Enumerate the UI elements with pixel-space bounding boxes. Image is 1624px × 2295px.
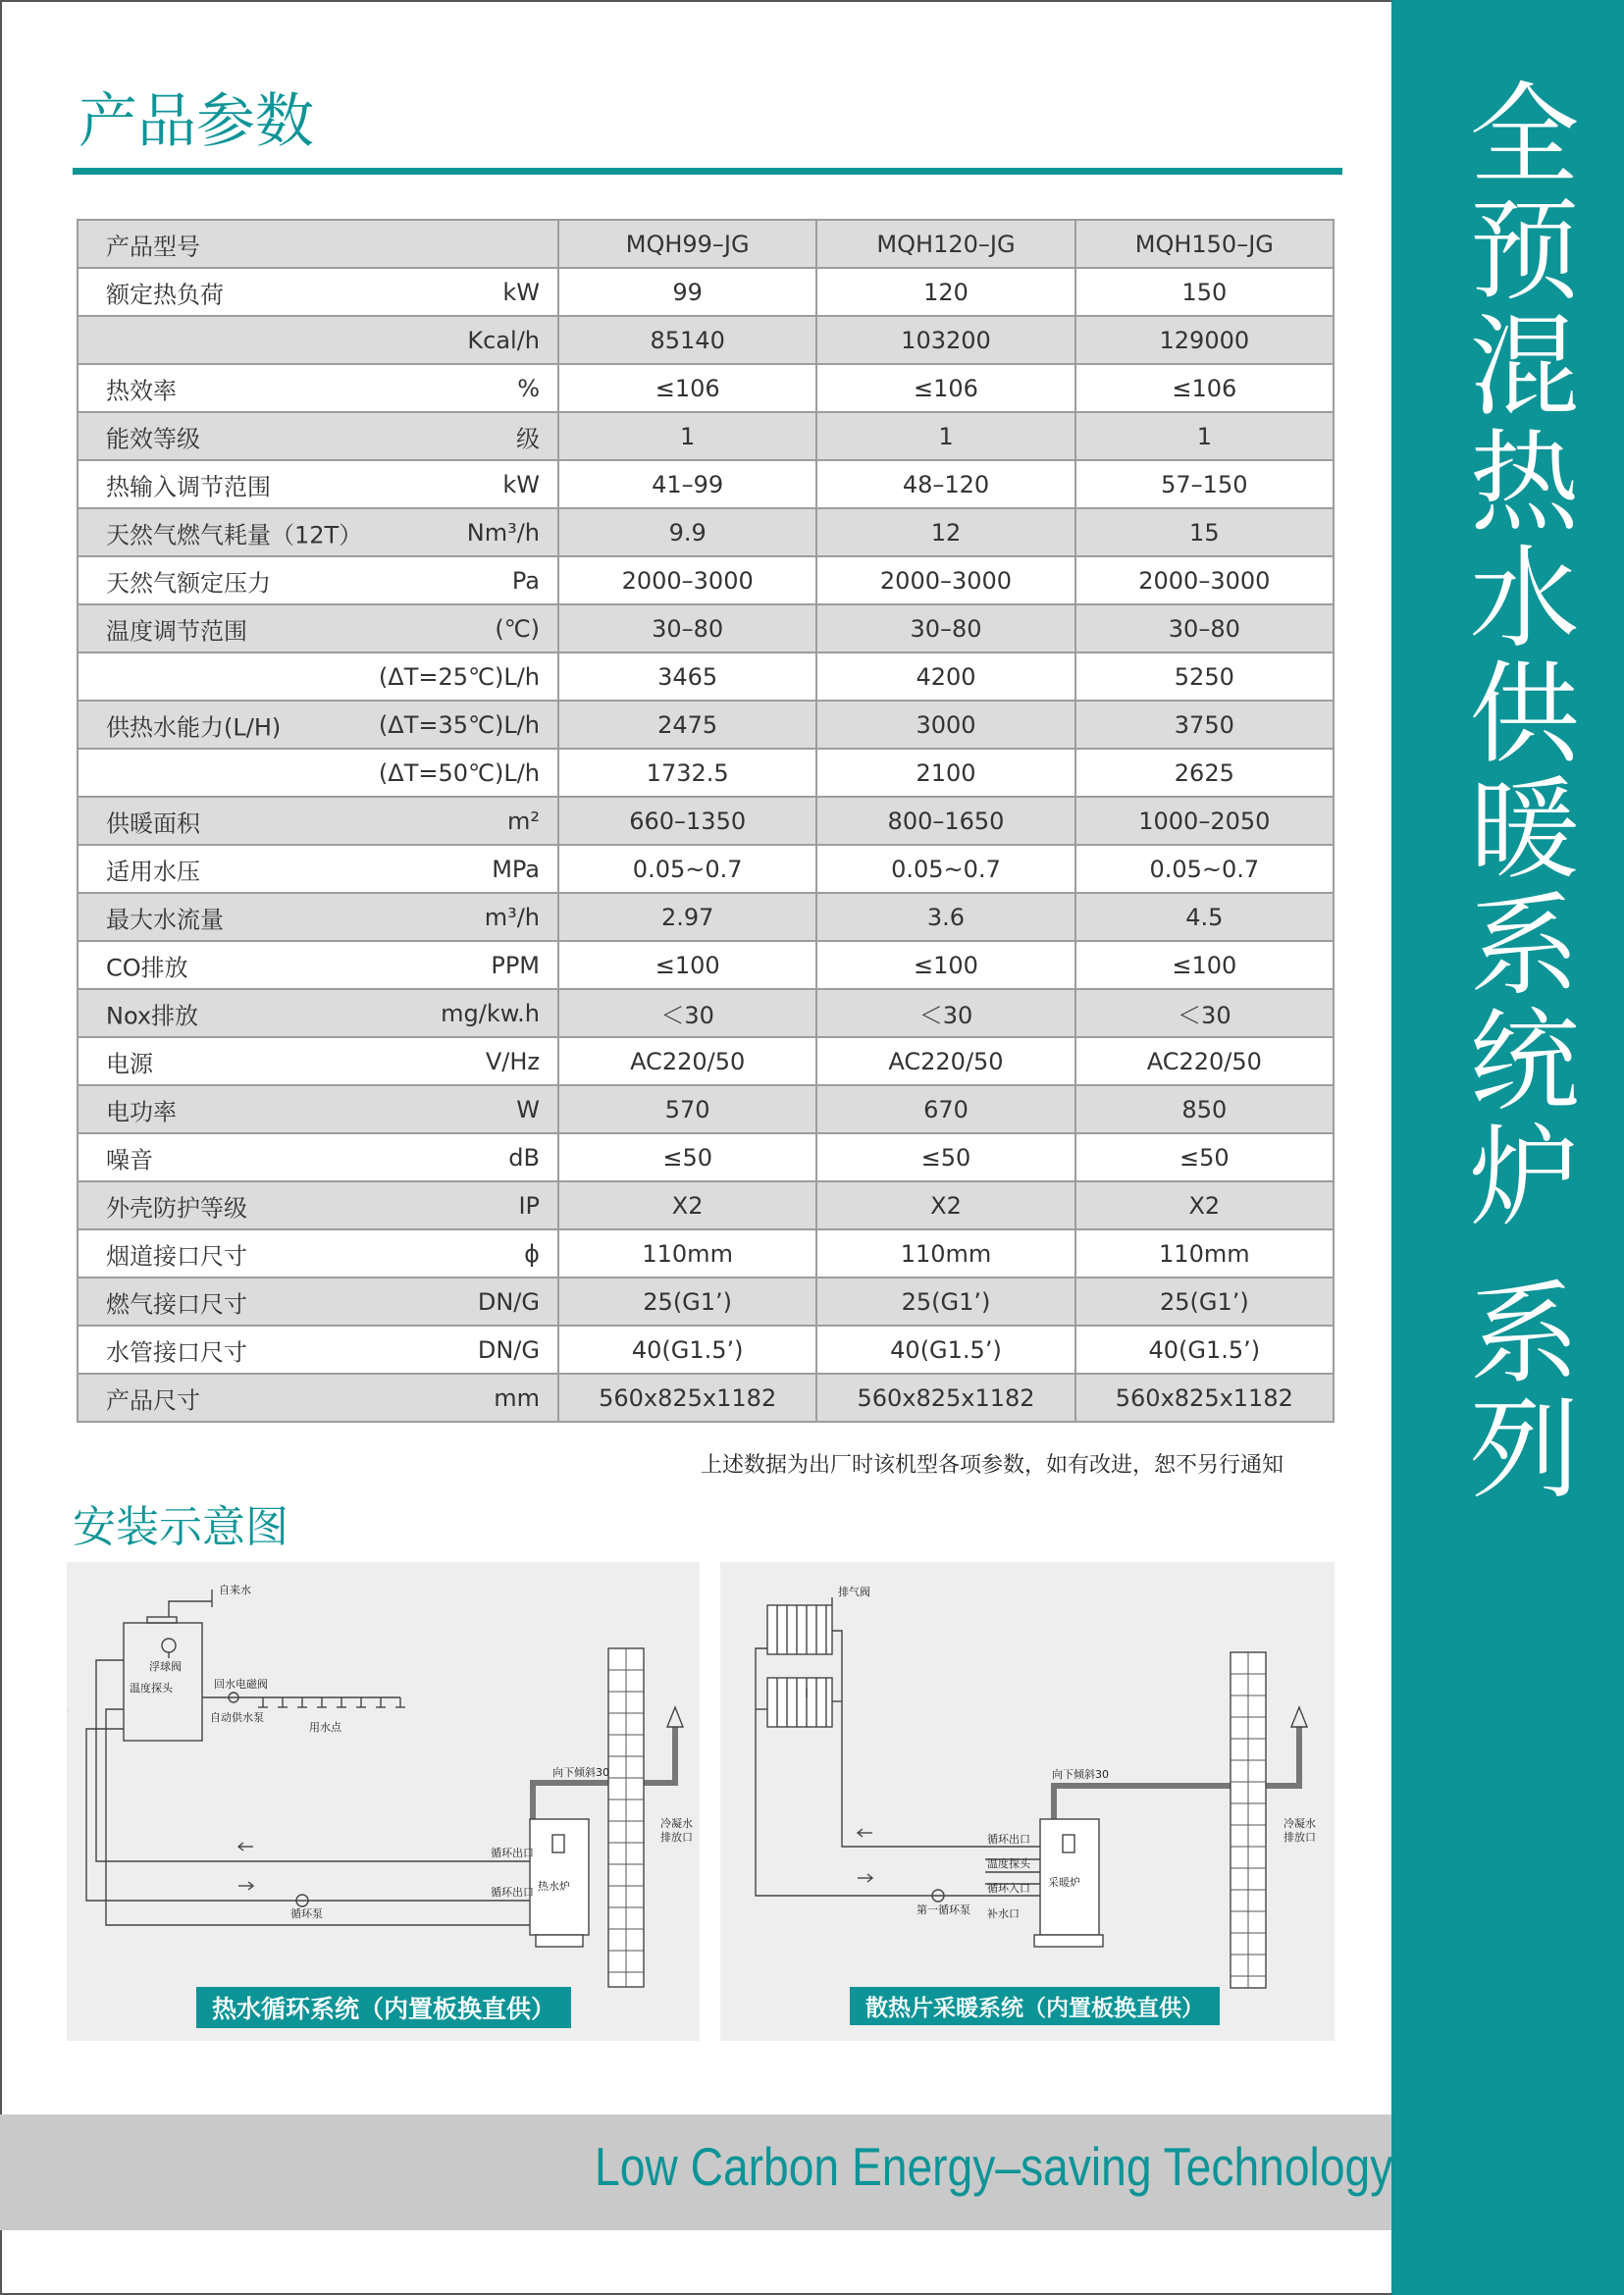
value-cell: 1000–2050: [1075, 797, 1334, 845]
param-cell: [78, 893, 558, 941]
param-cell: [78, 1133, 558, 1181]
param-cell: [78, 556, 558, 604]
value-cell: ＜30: [816, 989, 1074, 1037]
param-label: 燃气接口尺寸: [106, 1290, 247, 1318]
label-auto-pump: 自动供水泵: [210, 1711, 264, 1724]
model-cell: MQH99–JG: [558, 220, 816, 268]
param-cell: [78, 701, 558, 749]
param-unit: DN/G: [477, 1287, 540, 1316]
value-cell: AC220/50: [1075, 1037, 1334, 1085]
value-cell: 1: [558, 412, 816, 460]
value-cell: 2000–3000: [1075, 556, 1334, 604]
value-cell: 1732.5: [558, 749, 816, 797]
param-label: 天然气额定压力: [106, 569, 271, 597]
param-unit: %: [517, 374, 540, 402]
label-condensate: 冷凝水: [660, 1817, 693, 1830]
param-label: 烟道接口尺寸: [106, 1242, 247, 1270]
value-cell: ≤106: [558, 364, 816, 412]
value-cell: ≤100: [1075, 941, 1334, 989]
label-vent-valve: 排气阀: [838, 1586, 870, 1598]
param-cell: [78, 1181, 558, 1229]
value-cell: ≤50: [1075, 1133, 1334, 1181]
value-cell: 560x825x1182: [558, 1374, 816, 1422]
table-row: [78, 1229, 1334, 1278]
value-cell: 560x825x1182: [816, 1374, 1074, 1422]
label-boiler: 采暖炉: [1048, 1876, 1080, 1889]
footer-text: Low Carbon Energy–saving Technology Explorer: [595, 2136, 1575, 2197]
table-row: [78, 749, 1334, 797]
value-cell: 9.9: [558, 508, 816, 556]
table-row: [78, 556, 1334, 604]
value-cell: 4.5: [1075, 893, 1334, 941]
value-cell: 150: [1075, 268, 1334, 316]
header-label: 产品型号: [106, 233, 200, 260]
param-unit: Pa: [511, 566, 540, 595]
param-unit: (ΔT=25℃)L/h: [378, 662, 540, 691]
hot-water-caption: 热水循环系统（内置板换直供）: [196, 1987, 571, 2028]
param-label: 水管接口尺寸: [106, 1338, 247, 1366]
param-label: 电源: [106, 1050, 153, 1077]
value-cell: X2: [1075, 1181, 1334, 1229]
value-cell: 850: [1075, 1085, 1334, 1133]
param-label: 产品尺寸: [106, 1386, 200, 1414]
value-cell: ≤100: [558, 941, 816, 989]
param-label: 噪音: [106, 1146, 153, 1174]
spec-table: [77, 219, 1335, 1423]
label-tap-water: 自来水: [219, 1584, 251, 1596]
param-label: 供热水能力(L/H): [106, 713, 282, 741]
value-cell: 2000–3000: [558, 556, 816, 604]
value-cell: 30–80: [816, 604, 1074, 652]
label-slope: 向下倾斜30: [1052, 1768, 1109, 1781]
value-cell: 560x825x1182: [1075, 1374, 1334, 1422]
param-cell: [78, 1037, 558, 1085]
label-loop-out: 循环出口: [987, 1833, 1030, 1846]
param-unit: dB: [508, 1143, 540, 1172]
value-cell: 25(G1’): [558, 1278, 816, 1326]
param-cell: [78, 989, 558, 1037]
value-cell: 129000: [1075, 316, 1334, 364]
param-cell: [78, 1085, 558, 1133]
label-loop-out: 循环出口: [491, 1847, 534, 1859]
param-unit: IP: [518, 1191, 540, 1220]
value-cell: 110mm: [1075, 1229, 1334, 1278]
value-cell: X2: [816, 1181, 1074, 1229]
disclaimer-note: 上述数据为出厂时该机型各项参数，如有改进，恕不另行通知: [701, 1453, 1284, 1478]
label-loop-in: 循环入口: [987, 1882, 1030, 1895]
param-unit: V/Hz: [485, 1047, 540, 1075]
param-cell: [78, 941, 558, 989]
spec-table-body: [78, 220, 1334, 1422]
value-cell: 40(G1.5’): [1075, 1326, 1334, 1374]
param-label: CO排放: [106, 954, 188, 981]
param-unit: kW: [502, 278, 540, 306]
label-float-valve: 浮球阀: [149, 1660, 182, 1673]
param-label: 热输入调节范围: [106, 473, 271, 500]
param-label: 热效率: [106, 377, 177, 404]
value-cell: 2.97: [558, 893, 816, 941]
param-cell: [78, 652, 558, 701]
param-unit: Kcal/h: [467, 326, 540, 354]
model-cell: MQH150–JG: [1075, 220, 1334, 268]
value-cell: 3.6: [816, 893, 1074, 941]
label-fill: 补水口: [987, 1907, 1020, 1920]
param-unit: m²: [507, 807, 540, 835]
param-label: Nox排放: [106, 1002, 199, 1029]
value-cell: 110mm: [558, 1229, 816, 1278]
table-row: [78, 364, 1334, 412]
table-row: [78, 1374, 1334, 1422]
hot-water-diagram: [67, 1562, 700, 2041]
value-cell: 99: [558, 268, 816, 316]
param-unit: (℃): [495, 614, 540, 643]
param-cell: [78, 1229, 558, 1278]
table-row: [78, 604, 1334, 652]
radiator-diagram: [720, 1562, 1335, 2041]
param-unit: mm: [494, 1383, 540, 1412]
param-unit: DN/G: [477, 1335, 540, 1364]
value-cell: 103200: [816, 316, 1074, 364]
param-cell: [78, 1278, 558, 1326]
value-cell: 0.05~0.7: [1075, 845, 1334, 893]
value-cell: 25(G1’): [816, 1278, 1074, 1326]
model-cell: MQH120–JG: [816, 220, 1074, 268]
value-cell: 0.05~0.7: [558, 845, 816, 893]
table-row: [78, 316, 1334, 364]
param-cell: [78, 316, 558, 364]
value-cell: 1: [816, 412, 1074, 460]
param-unit: W: [516, 1095, 540, 1123]
value-cell: ≤50: [816, 1133, 1074, 1181]
param-cell: [78, 1326, 558, 1374]
table-row: [78, 1278, 1334, 1326]
value-cell: ≤50: [558, 1133, 816, 1181]
param-unit: PPM: [491, 951, 540, 979]
value-cell: 57–150: [1075, 460, 1334, 508]
table-row: [78, 1085, 1334, 1133]
label-temp-probe: 温度探头: [130, 1682, 173, 1695]
param-label: 最大水流量: [106, 906, 224, 933]
label-drain: 排放口: [1283, 1831, 1316, 1844]
param-unit: m³/h: [484, 903, 540, 931]
table-row: [78, 412, 1334, 460]
value-cell: 660–1350: [558, 797, 816, 845]
value-cell: 3750: [1075, 701, 1334, 749]
label-condensate: 冷凝水: [1283, 1817, 1316, 1830]
value-cell: ＜30: [558, 989, 816, 1037]
value-cell: 40(G1.5’): [816, 1326, 1074, 1374]
value-cell: ＜30: [1075, 989, 1334, 1037]
label-pump: 循环泵: [290, 1907, 323, 1920]
param-cell: [78, 364, 558, 412]
label-pump: 第一循环泵: [917, 1904, 970, 1916]
value-cell: 2100: [816, 749, 1074, 797]
value-cell: AC220/50: [558, 1037, 816, 1085]
table-row: [78, 652, 1334, 701]
param-unit: Nm³/h: [466, 518, 540, 547]
value-cell: 120: [816, 268, 1074, 316]
value-cell: 41–99: [558, 460, 816, 508]
value-cell: AC220/50: [816, 1037, 1074, 1085]
value-cell: 110mm: [816, 1229, 1074, 1278]
value-cell: 30–80: [1075, 604, 1334, 652]
param-unit: (ΔT=35℃)L/h: [378, 710, 540, 739]
value-cell: 3000: [816, 701, 1074, 749]
value-cell: 670: [816, 1085, 1074, 1133]
table-row: [78, 989, 1334, 1037]
value-cell: 2475: [558, 701, 816, 749]
table-row: [78, 1037, 1334, 1085]
param-cell: [78, 845, 558, 893]
value-cell: 5250: [1075, 652, 1334, 701]
table-row: [78, 1133, 1334, 1181]
side-title: 全预混热水供暖系统炉 系列: [1451, 77, 1579, 1507]
label-loop-out-2: 循环出口: [491, 1886, 534, 1899]
table-row: [78, 1181, 1334, 1229]
value-cell: 2000–3000: [816, 556, 1074, 604]
value-cell: 85140: [558, 316, 816, 364]
param-unit: kW: [502, 470, 540, 498]
param-cell: [78, 797, 558, 845]
label-drain: 排放口: [660, 1831, 693, 1844]
value-cell: 12: [816, 508, 1074, 556]
value-cell: ≤106: [816, 364, 1074, 412]
param-cell: [78, 268, 558, 316]
param-label: 电功率: [106, 1098, 177, 1125]
install-title: 安装示意图: [73, 1502, 288, 1552]
value-cell: 800–1650: [816, 797, 1074, 845]
label-use-point: 用水点: [309, 1721, 341, 1734]
param-cell: [78, 412, 558, 460]
value-cell: 15: [1075, 508, 1334, 556]
value-cell: 40(G1.5’): [558, 1326, 816, 1374]
param-cell: [78, 460, 558, 508]
label-slope: 向下倾斜30: [552, 1766, 609, 1779]
value-cell: 570: [558, 1085, 816, 1133]
page-title: 产品参数: [79, 87, 314, 156]
table-row: [78, 845, 1334, 893]
value-cell: 25(G1’): [1075, 1278, 1334, 1326]
title-divider: [73, 168, 1342, 175]
table-row: [78, 941, 1334, 989]
table-row: [78, 701, 1334, 749]
table-row: [78, 268, 1334, 316]
param-unit: ϕ: [524, 1239, 540, 1268]
value-cell: X2: [558, 1181, 816, 1229]
param-label: 供暖面积: [106, 809, 200, 837]
value-cell: ≤106: [1075, 364, 1334, 412]
param-label: 适用水压: [106, 858, 200, 885]
value-cell: 48–120: [816, 460, 1074, 508]
param-cell: [78, 749, 558, 797]
label-return-valve: 回水电磁阀: [214, 1678, 268, 1691]
param-unit: MPa: [492, 855, 540, 883]
value-cell: ≤100: [816, 941, 1074, 989]
table-row: [78, 508, 1334, 556]
param-label: 额定热负荷: [106, 281, 224, 308]
table-row: [78, 797, 1334, 845]
param-cell: [78, 508, 558, 556]
label-boiler: 热水炉: [538, 1880, 570, 1893]
table-row: [78, 1326, 1334, 1374]
value-cell: 3465: [558, 652, 816, 701]
param-label: 能效等级: [106, 425, 200, 452]
param-cell: [78, 1374, 558, 1422]
param-label: 天然气燃气耗量（12T）: [106, 521, 363, 548]
header-label-cell: [78, 220, 558, 268]
param-unit: (ΔT=50℃)L/h: [378, 758, 540, 787]
value-cell: 2625: [1075, 749, 1334, 797]
param-unit: 级: [516, 425, 540, 452]
param-cell: [78, 604, 558, 652]
label-temp-probe: 温度探头: [987, 1857, 1030, 1870]
param-label: 温度调节范围: [106, 617, 247, 645]
radiator-caption: 散热片采暖系统（内置板换直供）: [850, 1987, 1220, 2025]
value-cell: 30–80: [558, 604, 816, 652]
value-cell: 4200: [816, 652, 1074, 701]
table-row: [78, 460, 1334, 508]
param-unit: mg/kw.h: [441, 999, 540, 1027]
value-cell: 0.05~0.7: [816, 845, 1074, 893]
table-header-row: [78, 220, 1334, 268]
value-cell: 1: [1075, 412, 1334, 460]
table-row: [78, 893, 1334, 941]
param-label: 外壳防护等级: [106, 1194, 247, 1222]
